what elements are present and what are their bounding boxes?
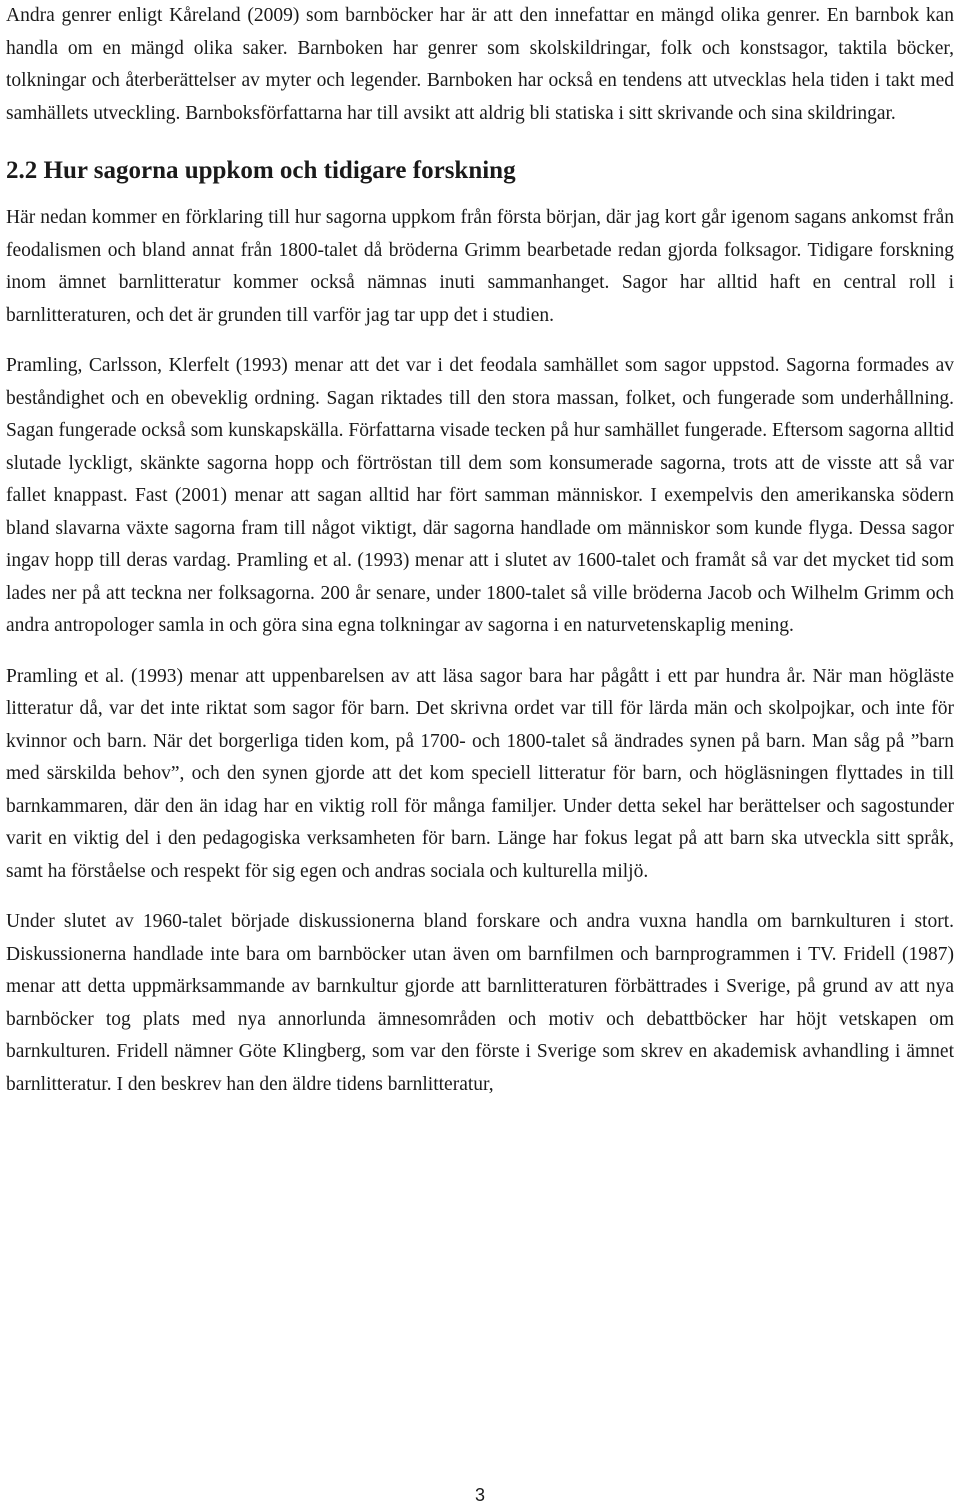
paragraph-genres: Andra genrer enligt Kåreland (2009) som barnböcker har är att den innefattar en mängd olika genrer. En barnbok kan handla om en mängd olika saker. Barnboken har genrer som skolskildringar, folk och konstsagor, taktila böcker, tolkningar och återberättelser av myter och legender. Barnboken har också en tendens att utvecklas hela tiden i takt med samhällets utveckling. Barnboksförfattarna har till avsikt att aldrig bli statiska i sitt skrivande och sina skildringar. [6,5,954,124]
paragraph-reading: Pramling et al. (1993) menar att uppenbarelsen av att läsa sagor bara har pågått i ett par hundra år. När man högläste litteratur då, var det inte riktat som sagor för barn. Det skrivna ordet var till för lärda män och skolpojkar, och inte för kvinnor och barn. När det borgerliga tiden kom, på 1700- och 1800-talet så ändrades synen på barn. Man såg på ”barn med särskilda behov”, och den synen gjorde att det kom speciell litteratur för barn, och högläsningen flyttades in till barnkammaren, där den än idag har en viktig roll för många familjer. Under detta sekel har berättelser och sagostunder varit en viktig del i den pedagogiska verksamheten för barn. Länge har fokus legat på att barn ska utveckla sitt språk, samt ha förståelse och respekt för sig egen och andras sociala och kulturella miljö. [6,665,954,882]
paragraph-feudal: Pramling, Carlsson, Klerfelt (1993) menar att det var i det feodala samhället som sagor uppstod. Sagorna formades av beståndighet och en obeveklig ordning. Sagan riktades till den stora massan, folket, och fungerade som underhållning. Sagan fungerade också som kunskapskälla. Författarna visade tecken på hur samhället fungerade. Eftersom sagorna alltid slutade lyckligt, skänkte sagorna hopp och förtröstan till dem som konsumerade sagorna, trots att de visste att så var fallet knappast. Fast (2001) menar att sagan alltid har fört samman människor. I exempelvis den amerikanska södern bland slavarna växte sagorna fram till något viktigt, där sagorna handlade om människor som kunde flyga. Dessa sagor ingav hopp till deras vardag. Pramling et al. (1993) menar att i slutet av 1600-talet och framåt så var det mycket tid som lades ner på att teckna ner folksagorna. 200 år senare, under 1800-talet så ville bröderna Jacob och Wilhelm Grimm och andra antropologer samla in och göra sina egna tolkningar av sagorna i en naturvetenskaplig mening. [6,355,954,636]
section-heading: 2.2 Hur sagorna uppkom och tidigare forskning [6,157,516,184]
document-page [6,0,954,1101]
paragraph-1960s: Under slutet av 1960-talet började diskussionerna bland forskare och andra vuxna handla om barnkulturen i stort. Diskussionerna handlade inte bara om barnböcker utan även om barnfilmen och barnprogrammen i TV. Fridell (1987) menar att detta uppmärksammande av barnkultur gjorde att barnlitteraturen förbättrades i Sverige, på grund av att nya barnböcker tog plats med nya annorlunda ämnesområden och motiv och debattböcker har höjt vetskapen om barnkulturen. Fridell nämner Göte Klingberg, som var den förste i Sverige som skrev en akademisk avhandling i ämnet barnlitteratur. I den beskrev han den äldre tidens barnlitteratur, [6,911,954,1095]
paragraph-intro: Här nedan kommer en förklaring till hur sagorna uppkom från första början, där jag kort går igenom sagans ankomst från feodalismen och bland annat från 1800-talet då bröderna Grimm bearbetade redan gjorda folksagor. Tidigare forskning inom ämnet barnlitteratur kommer också nämnas inuti sammanhanget. Sagor har alltid haft en central roll i barnlitteraturen, och det är grunden till varför jag tar upp det i studien. [6,207,954,326]
page-number: 3 [474,1485,485,1505]
